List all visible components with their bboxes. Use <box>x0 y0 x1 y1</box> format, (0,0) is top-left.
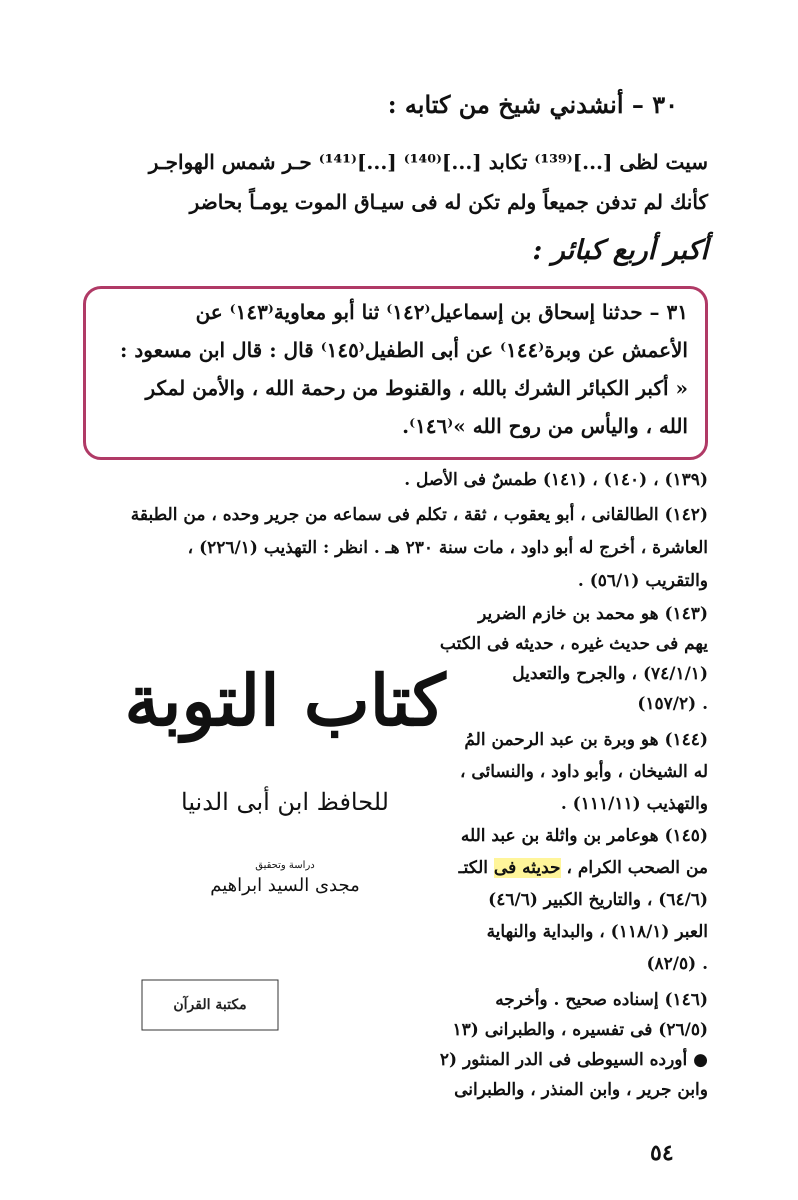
cover-editor-label: دراسة وتحقيق <box>255 860 315 871</box>
footnote-143-a: (١٤٣) هو محمد بن خازم الضرير <box>478 604 708 624</box>
footnote-144-b: له الشيخان ، وأبو داود ، والنسائى ، <box>459 762 708 782</box>
footnote-143-c: (٧٤/١/١) ، والجرح والتعديل <box>512 664 708 684</box>
footnote-146-d: وابن جرير ، وابن المنذر ، والطبرانى <box>454 1080 708 1100</box>
footnote-145-b-post: الكتـ <box>458 858 494 878</box>
boxed-line-4: الله ، واليأس من روح الله »⁽١٤٦⁾. <box>402 414 688 438</box>
footnote-145-a: (١٤٥) هوعامر بن واثلة بن عبد الله <box>460 826 708 846</box>
footnote-144-c: والتهذيب (١١١/١١) . <box>560 794 708 814</box>
highlighted-text: حديثه فى <box>493 858 561 878</box>
footnote-139-141: (١٣٩) ، (١٤٠) ، (١٤١) طمسٌ فى الأصل . <box>404 470 708 490</box>
footnote-146-a: (١٤٦) إسناده صحيح . وأخرجه <box>495 990 708 1010</box>
boxed-line-3: « أكبر الكبائر الشرك بالله ، والقنوط من رحمة الله ، والأمن لمكر <box>145 376 688 400</box>
footnote-145-b <box>459 858 708 878</box>
cover-title-calligraphy <box>124 630 446 750</box>
footnote-146-c: ● أورده السيوطى فى الدر المنثور (٢ <box>439 1050 708 1070</box>
page-number: ٥٤ <box>650 1140 674 1166</box>
poem-line-2: كأنك لم تدفن جميعاً ولم تكن له فى سيـاق الموت يومـاً بحاضر <box>189 190 708 214</box>
cover-editor: مجدى السيد ابراهيم <box>210 875 360 896</box>
footnote-142-c: والتقريب (٥٦/١) . <box>577 571 708 591</box>
footnote-143-d: (١٥٧/٢) . <box>637 694 708 714</box>
cover-subtitle: للحافظ ابن أبى الدنيا <box>181 788 389 816</box>
footnote-146-b: (٢٦/٥) فى تفسيره ، والطبرانى (١٣ <box>452 1020 708 1040</box>
footnote-143-b: يهم فى حديث غيره ، حديثه فى الكتب <box>439 634 708 654</box>
footnote-142-a: (١٤٢) الطالقانى ، أبو يعقوب ، ثقة ، تكلم فى سماعه من جرير وحده ، من الطبقة <box>130 505 708 525</box>
boxed-line-1: ٣١ – حدثنا إسحاق بن إسماعيل⁽١٤٢⁾ ثنا أبو معاوية⁽١٤٣⁾ عن <box>195 300 688 324</box>
publisher-name: مكتبة القرآن <box>173 997 247 1013</box>
poem-line-1: سيت لظى [...]⁽¹³⁹⁾ تكابد [...]⁽¹⁴⁰⁾ [...]⁽¹⁴¹⁾ حـر شمس الهواجـر <box>148 150 708 174</box>
heading-30: ٣٠ – أنشدني شيخ من كتابه : <box>387 90 678 119</box>
footnote-145-d: العبر (١١٨/١) ، والبداية والنهاية <box>486 922 708 942</box>
footnote-144-a: (١٤٤) هو وبرة بن عبد الرحمن المُ <box>464 730 708 750</box>
publisher-logo <box>140 975 280 1035</box>
book-cover <box>124 620 446 1060</box>
section-title: أكبر أربع كبائر : <box>532 235 708 266</box>
footnote-145-c: (٦٤/٦) ، والتاريخ الكبير (٤٦/٦) <box>488 890 708 910</box>
footnote-145-b-pre: من الصحب الكرام ، <box>560 858 708 878</box>
footnote-142-b: العاشرة ، أخرج له أبو داود ، مات سنة ٢٣٠ هـ . انظر : التهذيب (٢٢٦/١) ، <box>187 538 708 558</box>
cover-title-text: كتاب التوبة <box>124 659 446 742</box>
boxed-line-2: الأعمش عن وبرة⁽١٤٤⁾ عن أبى الطفيل⁽١٤٥⁾ قال : قال ابن مسعود : <box>120 338 688 362</box>
footnote-145-e: (٨٢/٥) . <box>646 954 708 974</box>
